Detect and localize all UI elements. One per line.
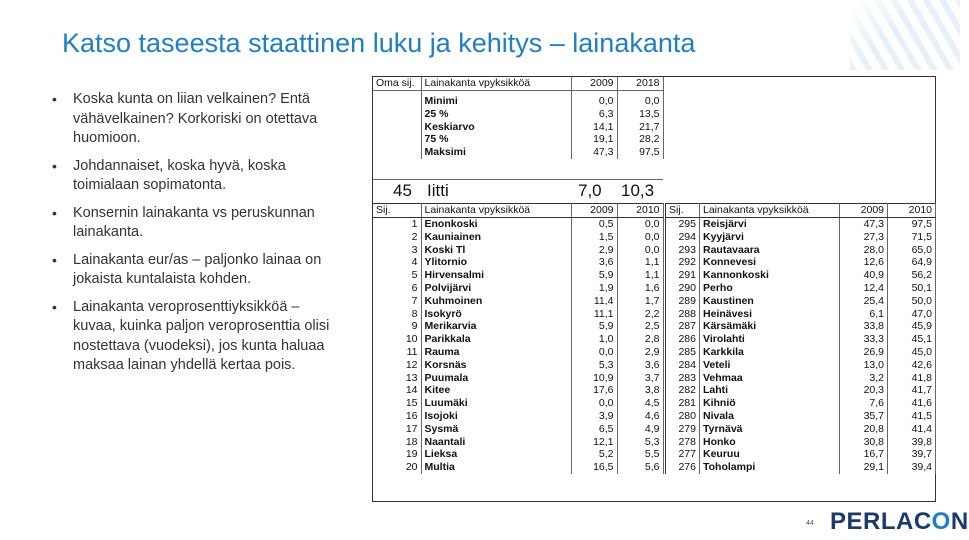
ranked-row-cell: 12,1 bbox=[571, 436, 617, 449]
ranked-row-cell: 2,2 bbox=[617, 308, 663, 321]
ranked-row-cell: 39,8 bbox=[888, 436, 936, 449]
ranked-row-cell: Nivala bbox=[700, 410, 840, 423]
stats-row-cell: 25 % bbox=[421, 108, 571, 121]
ranked-row-cell: 18 bbox=[373, 436, 421, 449]
ranked-row-cell: 45,0 bbox=[888, 346, 936, 359]
bullet-icon: • bbox=[52, 298, 57, 315]
stats-rank-cell bbox=[373, 108, 421, 121]
ranked-header-cell: 2009 bbox=[571, 204, 617, 218]
ranked-row-cell: 0,0 bbox=[617, 231, 663, 244]
ranked-row bbox=[373, 308, 663, 321]
ranked-row-cell: 3,6 bbox=[617, 359, 663, 372]
ranked-row bbox=[373, 436, 663, 449]
ranked-row-cell: 3,9 bbox=[571, 410, 617, 423]
ranked-header-cell: 2010 bbox=[888, 204, 936, 218]
ranked-row-cell: 71,5 bbox=[888, 231, 936, 244]
ranked-row-cell: 50,1 bbox=[888, 282, 936, 295]
ranked-row bbox=[666, 282, 936, 295]
ranked-row-cell: 2,5 bbox=[617, 320, 663, 333]
ranked-row-cell: 5,3 bbox=[571, 359, 617, 372]
ranked-row-cell: 11,1 bbox=[571, 308, 617, 321]
ranked-row bbox=[666, 384, 936, 397]
ranked-row-cell: 288 bbox=[666, 308, 700, 321]
ranked-row-cell: 292 bbox=[666, 256, 700, 269]
stats-row-cell: Keskiarvo bbox=[421, 121, 571, 134]
ranked-row-cell: 1,9 bbox=[571, 282, 617, 295]
ranked-row bbox=[666, 359, 936, 372]
ranked-row-cell: 4 bbox=[373, 256, 421, 269]
ranked-row-cell: 280 bbox=[666, 410, 700, 423]
ranked-row-cell: 9 bbox=[373, 320, 421, 333]
ranked-row-cell: 3 bbox=[373, 244, 421, 257]
ranked-row-cell: 281 bbox=[666, 397, 700, 410]
ranked-row bbox=[666, 295, 936, 308]
ranked-row-cell: Heinävesi bbox=[700, 308, 840, 321]
ranked-row-cell: 3,7 bbox=[617, 372, 663, 385]
ranked-row-cell: 277 bbox=[666, 448, 700, 461]
ranked-header-row bbox=[666, 204, 936, 218]
ranked-row-cell: 5,9 bbox=[571, 269, 617, 282]
ranked-row-cell: Sysmä bbox=[421, 423, 571, 436]
ranked-row bbox=[373, 282, 663, 295]
ranked-row-cell: 7,6 bbox=[840, 397, 888, 410]
stats-body bbox=[373, 91, 663, 159]
ranked-row-cell: 39,7 bbox=[888, 448, 936, 461]
bullet-text: Lainakanta eur/as – paljonko lainaa on jokaista kuntalaista kohden. bbox=[73, 251, 322, 287]
ranked-row-cell: Ylitornio bbox=[421, 256, 571, 269]
stats-row-cell: 14,1 bbox=[571, 121, 617, 134]
ranked-row-cell: 20,3 bbox=[840, 384, 888, 397]
ranked-row bbox=[666, 410, 936, 423]
ranked-row-cell: 17 bbox=[373, 423, 421, 436]
stats-row-cell: 21,7 bbox=[617, 121, 663, 134]
page-number: 44 bbox=[806, 520, 814, 527]
stats-rank-cell bbox=[373, 91, 421, 108]
stats-row-cell: 6,3 bbox=[571, 108, 617, 121]
own-position-row bbox=[373, 179, 663, 202]
ranked-row-cell: 41,6 bbox=[888, 397, 936, 410]
ranked-row bbox=[373, 295, 663, 308]
bullet-icon: • bbox=[52, 204, 57, 221]
ranked-row-cell: Luumäki bbox=[421, 397, 571, 410]
stats-row bbox=[373, 108, 663, 121]
ranked-row-cell: 16,7 bbox=[840, 448, 888, 461]
stats-row bbox=[373, 121, 663, 134]
ranked-row-cell: Polvijärvi bbox=[421, 282, 571, 295]
ranked-row-cell: 0,5 bbox=[571, 218, 617, 231]
ranked-row-cell: 5,9 bbox=[571, 320, 617, 333]
ranked-row-cell: 29,1 bbox=[840, 461, 888, 474]
ranked-row-cell: 1,1 bbox=[617, 269, 663, 282]
ranked-row bbox=[666, 308, 936, 321]
ranked-header-row bbox=[373, 204, 663, 218]
ranked-row-cell: 5 bbox=[373, 269, 421, 282]
ranked-row bbox=[373, 333, 663, 346]
bullet-text: Lainakanta veroprosenttiyksikköä – kuvaa, kuinka paljon veroprosenttia olisi nostettava (vuodeksi), jos kunta haluaa maksaa lainan yhdellä kertaa pois. bbox=[73, 298, 330, 373]
ranked-row-cell: 65,0 bbox=[888, 244, 936, 257]
ranked-row-cell: 41,4 bbox=[888, 423, 936, 436]
ranked-row-cell: 278 bbox=[666, 436, 700, 449]
slide-title: Katso taseesta staattinen luku ja kehitys – lainakanta bbox=[62, 28, 696, 58]
ranked-row-cell: Naantali bbox=[421, 436, 571, 449]
ranked-row bbox=[373, 256, 663, 269]
ranked-row-cell: 12,6 bbox=[840, 256, 888, 269]
stats-row-cell: 0,0 bbox=[617, 91, 663, 108]
bullet-icon: • bbox=[52, 91, 57, 107]
ranked-row-cell: 8 bbox=[373, 308, 421, 321]
bullet-item bbox=[50, 204, 340, 243]
ranked-row bbox=[373, 448, 663, 461]
ranked-row-cell: Karkkila bbox=[700, 346, 840, 359]
ranked-row bbox=[666, 320, 936, 333]
ranked-row-cell: Tyrnävä bbox=[700, 423, 840, 436]
ranked-row-cell: Keuruu bbox=[700, 448, 840, 461]
ranked-row-cell: 47,3 bbox=[840, 218, 888, 231]
ranked-row-cell: 291 bbox=[666, 269, 700, 282]
ranked-bottom-body bbox=[666, 218, 936, 474]
ranked-row bbox=[373, 218, 663, 231]
ranked-row-cell: 41,8 bbox=[888, 372, 936, 385]
bullet-item bbox=[50, 90, 340, 149]
ranked-header-cell: Sij. bbox=[373, 204, 421, 218]
ranked-row-cell: Virolahti bbox=[700, 333, 840, 346]
ranked-row-cell: 40,9 bbox=[840, 269, 888, 282]
ranked-row-cell: Kyyjärvi bbox=[700, 231, 840, 244]
ranked-row bbox=[666, 269, 936, 282]
stats-rank-cell bbox=[373, 121, 421, 134]
stats-header-cell: Lainakanta vpyksikköä bbox=[421, 77, 571, 91]
ranked-row-cell: Lahti bbox=[700, 384, 840, 397]
ranked-row-cell: 276 bbox=[666, 461, 700, 474]
ranked-row-cell: 39,4 bbox=[888, 461, 936, 474]
ranked-table-top bbox=[373, 203, 664, 474]
ranked-row-cell: 289 bbox=[666, 295, 700, 308]
ranked-row bbox=[373, 269, 663, 282]
ranked-row-cell: 14 bbox=[373, 384, 421, 397]
ranked-row-cell: 0,0 bbox=[571, 346, 617, 359]
bullet-item bbox=[50, 251, 340, 290]
ranked-row bbox=[666, 461, 936, 474]
ranked-row-cell: 3,8 bbox=[617, 384, 663, 397]
logo-text: PERLAC bbox=[830, 508, 932, 535]
ranked-row-cell: Honko bbox=[700, 436, 840, 449]
ranked-row-cell: 10 bbox=[373, 333, 421, 346]
ranked-row-cell: 1,5 bbox=[571, 231, 617, 244]
ranked-row-cell: Kärsämäki bbox=[700, 320, 840, 333]
ranked-row-cell: Korsnäs bbox=[421, 359, 571, 372]
ranked-row-cell: 5,3 bbox=[617, 436, 663, 449]
ranked-row-cell: 28,0 bbox=[840, 244, 888, 257]
ranked-row bbox=[666, 423, 936, 436]
ranked-row-cell: Kaustinen bbox=[700, 295, 840, 308]
ranked-row-cell: Konnevesi bbox=[700, 256, 840, 269]
perlacon-logo bbox=[830, 508, 969, 536]
ranked-row-cell: 294 bbox=[666, 231, 700, 244]
ranked-header-cell: Sij. bbox=[666, 204, 700, 218]
own-name: Iitti bbox=[427, 181, 449, 200]
ranked-row-cell: 25,4 bbox=[840, 295, 888, 308]
ranked-row bbox=[666, 397, 936, 410]
ranked-row bbox=[373, 423, 663, 436]
ranked-header-cell: 2009 bbox=[840, 204, 888, 218]
ranked-row-cell: 284 bbox=[666, 359, 700, 372]
ranked-row-cell: Toholampi bbox=[700, 461, 840, 474]
ranked-row-cell: 1,0 bbox=[571, 333, 617, 346]
ranked-row-cell: 33,3 bbox=[840, 333, 888, 346]
ranked-row-cell: Kuhmoinen bbox=[421, 295, 571, 308]
ranked-row-cell: 5,5 bbox=[617, 448, 663, 461]
ranked-row bbox=[666, 346, 936, 359]
bullet-text: Johdannaiset, koska hyvä, koska toimialaan sopimatonta. bbox=[73, 157, 286, 193]
stats-row-cell: 13,5 bbox=[617, 108, 663, 121]
ranked-row bbox=[666, 333, 936, 346]
bullet-icon: • bbox=[52, 157, 57, 174]
ranked-row-cell: 12 bbox=[373, 359, 421, 372]
ranked-row-cell: 13 bbox=[373, 372, 421, 385]
ranked-row-cell: 6,5 bbox=[571, 423, 617, 436]
ranked-row-cell: 12,4 bbox=[840, 282, 888, 295]
ranked-row-cell: 19 bbox=[373, 448, 421, 461]
ranked-row-cell: 4,5 bbox=[617, 397, 663, 410]
stats-blank-area bbox=[663, 77, 935, 177]
ranked-row-cell: 35,7 bbox=[840, 410, 888, 423]
bullet-icon: • bbox=[52, 251, 57, 268]
ranked-row-cell: 1 bbox=[373, 218, 421, 231]
ranked-row bbox=[373, 461, 663, 474]
ranked-row-cell: 20 bbox=[373, 461, 421, 474]
ranked-row-cell: 287 bbox=[666, 320, 700, 333]
stats-header-cell: Oma sij. bbox=[373, 77, 421, 91]
ranked-row-cell: Hirvensalmi bbox=[421, 269, 571, 282]
stats-row-cell: 28,2 bbox=[617, 133, 663, 146]
ranked-row-cell: 41,7 bbox=[888, 384, 936, 397]
ranked-row bbox=[373, 397, 663, 410]
bullet-list bbox=[50, 90, 340, 384]
own-value-2010: 10,3 bbox=[621, 181, 655, 200]
ranked-row-cell: 47,0 bbox=[888, 308, 936, 321]
ranked-row-cell: 5,2 bbox=[571, 448, 617, 461]
bullet-item bbox=[50, 157, 340, 196]
ranked-row-cell: Kannonkoski bbox=[700, 269, 840, 282]
ranked-header-cell: Lainakanta vpyksikköä bbox=[421, 204, 571, 218]
ranked-row-cell: Perho bbox=[700, 282, 840, 295]
ranked-row-cell: 50,0 bbox=[888, 295, 936, 308]
stats-row-cell: 19,1 bbox=[571, 133, 617, 146]
ranked-row-cell: 15 bbox=[373, 397, 421, 410]
ranked-row-cell: Merikarvia bbox=[421, 320, 571, 333]
ranked-row-cell: 26,9 bbox=[840, 346, 888, 359]
ranked-row-cell: 27,3 bbox=[840, 231, 888, 244]
stats-row bbox=[373, 133, 663, 146]
bullet-item bbox=[50, 298, 340, 376]
ranked-row-cell: 3,2 bbox=[840, 372, 888, 385]
ranked-row-cell: 6,1 bbox=[840, 308, 888, 321]
stats-row-cell: Maksimi bbox=[421, 146, 571, 159]
ranked-row bbox=[666, 218, 936, 231]
ranked-row-cell: Vehmaa bbox=[700, 372, 840, 385]
ranked-row-cell: 293 bbox=[666, 244, 700, 257]
bullet-text: Koska kunta on liian velkainen? Entä vähävelkainen? Korkoriski on otettava huomioon. bbox=[73, 91, 318, 146]
ranked-row-cell: Isojoki bbox=[421, 410, 571, 423]
ranked-row bbox=[373, 359, 663, 372]
ranked-row bbox=[373, 244, 663, 257]
bullet-text: Konsernin lainakanta vs peruskunnan lainakanta. bbox=[73, 204, 315, 240]
ranked-row-cell: 282 bbox=[666, 384, 700, 397]
ranked-row-cell: 6 bbox=[373, 282, 421, 295]
ranked-row-cell: 20,8 bbox=[840, 423, 888, 436]
stats-row-cell: 75 % bbox=[421, 133, 571, 146]
ranked-row-cell: Veteli bbox=[700, 359, 840, 372]
stats-row bbox=[373, 146, 663, 159]
ranked-top-body bbox=[373, 218, 663, 474]
logo-o-mark: O bbox=[931, 508, 951, 535]
ranked-header-cell: 2010 bbox=[617, 204, 663, 218]
ranked-row-cell: Kihniö bbox=[700, 397, 840, 410]
ranked-row bbox=[373, 372, 663, 385]
stats-header-row bbox=[373, 77, 663, 91]
ranked-row-cell: Enonkoski bbox=[421, 218, 571, 231]
ranked-row-cell: Kitee bbox=[421, 384, 571, 397]
ranked-row-cell: 279 bbox=[666, 423, 700, 436]
ranked-row-cell: 283 bbox=[666, 372, 700, 385]
ranked-row-cell: 30,8 bbox=[840, 436, 888, 449]
ranked-row-cell: 45,9 bbox=[888, 320, 936, 333]
stats-table bbox=[373, 77, 664, 159]
ranked-row bbox=[666, 231, 936, 244]
ranked-row-cell: Kauniainen bbox=[421, 231, 571, 244]
ranked-row-cell: 286 bbox=[666, 333, 700, 346]
ranked-row-cell: 295 bbox=[666, 218, 700, 231]
ranked-row-cell: Rautavaara bbox=[700, 244, 840, 257]
ranked-row bbox=[666, 436, 936, 449]
stats-row bbox=[373, 91, 663, 108]
stats-row-cell: 0,0 bbox=[571, 91, 617, 108]
ranked-row-cell: Puumala bbox=[421, 372, 571, 385]
ranked-row-cell: Isokyrö bbox=[421, 308, 571, 321]
ranked-row-cell: 2,8 bbox=[617, 333, 663, 346]
stats-row-cell: Minimi bbox=[421, 91, 571, 108]
ranked-row-cell: 2,9 bbox=[617, 346, 663, 359]
stats-rank-cell bbox=[373, 146, 421, 159]
ranked-row bbox=[373, 320, 663, 333]
ranked-row bbox=[666, 256, 936, 269]
own-value-2009: 7,0 bbox=[578, 181, 602, 200]
ranked-row-cell: 97,5 bbox=[888, 218, 936, 231]
ranked-row-cell: 11,4 bbox=[571, 295, 617, 308]
ranked-row bbox=[373, 346, 663, 359]
ranked-row-cell: 17,6 bbox=[571, 384, 617, 397]
stats-header-cell: 2018 bbox=[617, 77, 663, 91]
logo-text-end: N bbox=[950, 508, 969, 535]
ranked-row-cell: 16 bbox=[373, 410, 421, 423]
ranked-row-cell: 33,8 bbox=[840, 320, 888, 333]
corner-decoration bbox=[850, 0, 960, 70]
ranked-row bbox=[666, 244, 936, 257]
loan-stock-table bbox=[372, 76, 936, 502]
ranked-row-cell: Koski Tl bbox=[421, 244, 571, 257]
ranked-row-cell: Parikkala bbox=[421, 333, 571, 346]
ranked-row-cell: 42,6 bbox=[888, 359, 936, 372]
own-rank: 45 bbox=[393, 181, 412, 200]
ranked-row-cell: Lieksa bbox=[421, 448, 571, 461]
ranked-row-cell: 0,0 bbox=[571, 397, 617, 410]
ranked-row-cell: 11 bbox=[373, 346, 421, 359]
ranked-row-cell: Multia bbox=[421, 461, 571, 474]
ranked-table-bottom bbox=[665, 203, 936, 474]
ranked-row bbox=[373, 231, 663, 244]
ranked-row-cell: 41,5 bbox=[888, 410, 936, 423]
ranked-row-cell: 290 bbox=[666, 282, 700, 295]
ranked-row-cell: 1,7 bbox=[617, 295, 663, 308]
ranked-row-cell: 1,6 bbox=[617, 282, 663, 295]
stats-row-cell: 47,3 bbox=[571, 146, 617, 159]
ranked-row bbox=[373, 384, 663, 397]
ranked-row-cell: 4,9 bbox=[617, 423, 663, 436]
ranked-row-cell: 10,9 bbox=[571, 372, 617, 385]
ranked-row bbox=[373, 410, 663, 423]
stats-row-cell: 97,5 bbox=[617, 146, 663, 159]
ranked-header-cell: Lainakanta vpyksikköä bbox=[700, 204, 840, 218]
ranked-row-cell: 56,2 bbox=[888, 269, 936, 282]
ranked-row-cell: Reisjärvi bbox=[700, 218, 840, 231]
ranked-row-cell: 0,0 bbox=[617, 244, 663, 257]
ranked-row-cell: 0,0 bbox=[617, 218, 663, 231]
ranked-row-cell: Rauma bbox=[421, 346, 571, 359]
ranked-row-cell: 2 bbox=[373, 231, 421, 244]
ranked-row-cell: 3,6 bbox=[571, 256, 617, 269]
ranked-row-cell: 285 bbox=[666, 346, 700, 359]
ranked-row bbox=[666, 448, 936, 461]
ranked-row-cell: 4,6 bbox=[617, 410, 663, 423]
ranked-row-cell: 5,6 bbox=[617, 461, 663, 474]
ranked-row-cell: 1,1 bbox=[617, 256, 663, 269]
stats-rank-cell bbox=[373, 133, 421, 146]
ranked-row-cell: 13,0 bbox=[840, 359, 888, 372]
ranked-row-cell: 45,1 bbox=[888, 333, 936, 346]
stats-header-cell: 2009 bbox=[571, 77, 617, 91]
ranked-row bbox=[666, 372, 936, 385]
ranked-row-cell: 64,9 bbox=[888, 256, 936, 269]
ranked-row-cell: 7 bbox=[373, 295, 421, 308]
ranked-row-cell: 2,9 bbox=[571, 244, 617, 257]
ranked-row-cell: 16,5 bbox=[571, 461, 617, 474]
